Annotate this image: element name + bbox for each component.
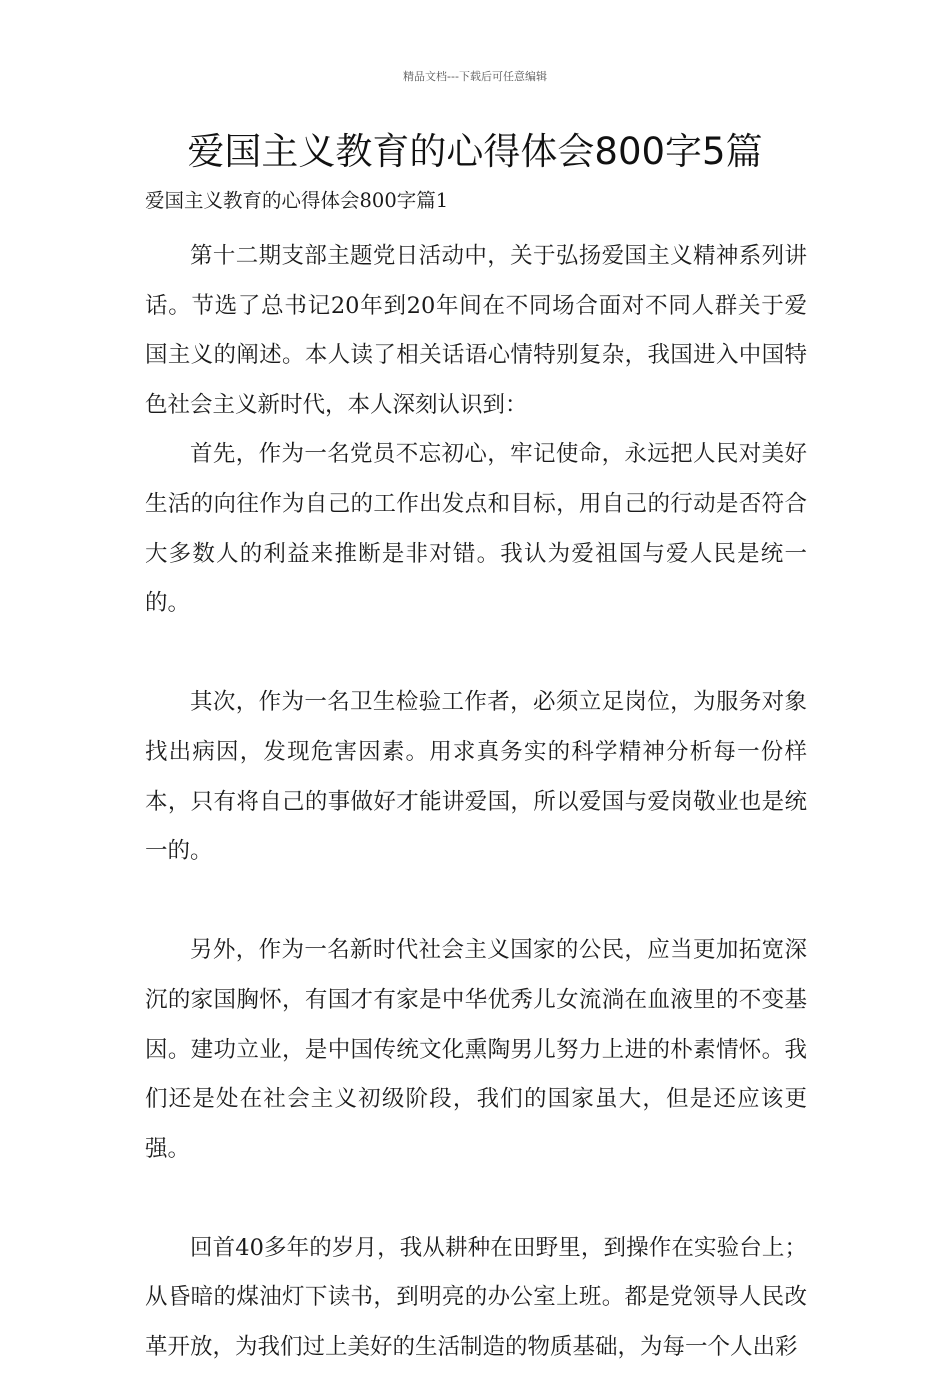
document-title: 爱国主义教育的心得体会800字5篇 xyxy=(187,130,763,173)
paragraph-5: 回首40多年的岁月，我从耕种在田野里，到操作在实验台上；从昏暗的煤油灯下读书，到明亮的办公室上班。都是党领导人民改革开放，为我们过上美好的生活制造的物质基础，为每一个人出彩 xyxy=(145,1234,807,1361)
paragraph-3: 其次，作为一名卫生检验工作者，必须立足岗位，为服务对象找出病因，发现危害因素。用求真务实的科学精神分析每一份样本，只有将自己的事做好才能讲爱国，所以爱国与爱岗敬业也是统一的。 xyxy=(145,689,807,865)
paragraph-4: 另外，作为一名新时代社会主义国家的公民，应当更加拓宽深沉的家国胸怀，有国才有家是中华优秀儿女流淌在血液里的不变基因。建功立业，是中国传统文化熏陶男儿努力上进的朴素情怀。我们还是处在社会主义初级阶段，我们的国家虽大，但是还应该更强。 xyxy=(145,937,807,1162)
header-note: 精品文档---下载后可任意编辑 xyxy=(403,70,547,83)
paragraph-2: 首先，作为一名党员不忘初心，牢记使命，永远把人民对美好生活的向往作为自己的工作出发点和目标，用自己的行动是否符合大多数人的利益来推断是非对错。我认为爱祖国与爱人民是统一的。 xyxy=(145,441,807,617)
section-heading: 爱国主义教育的心得体会800字篇1 xyxy=(145,189,449,212)
paragraph-gap xyxy=(145,1174,807,1224)
document-body xyxy=(145,232,807,1373)
paragraph-gap xyxy=(145,877,807,927)
paragraph-1: 第十二期支部主题党日活动中，关于弘扬爱国主义精神系列讲话。节选了总书记20年到20年间在不同场合面对不同人群关于爱国主义的阐述。本人读了相关话语心情特别复杂，我国进入中国特色社会主义新时代，本人深刻认识到： xyxy=(145,243,807,418)
paragraph-gap xyxy=(145,629,807,679)
